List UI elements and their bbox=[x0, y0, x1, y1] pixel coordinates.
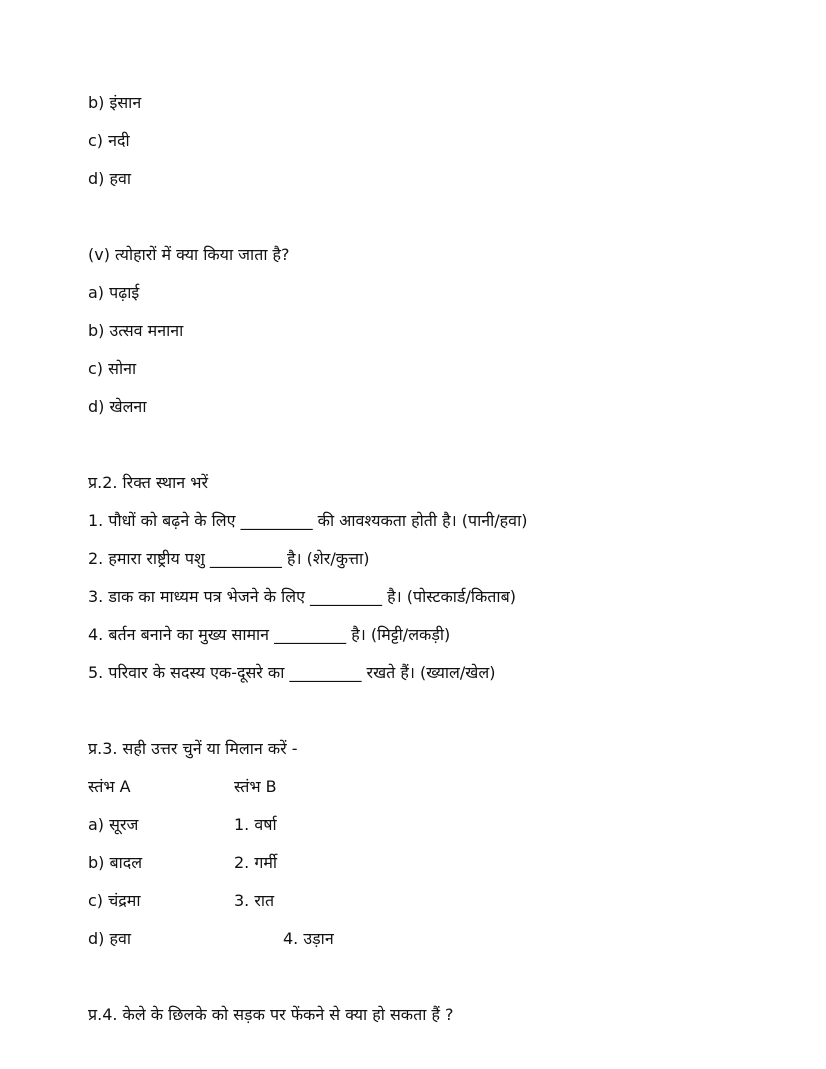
match-item-a: b) बादल bbox=[88, 853, 143, 872]
option-c bbox=[88, 359, 136, 379]
fill-blank-item: 1. पौधों को बढ़ने के लिए _________ की आवश्यकता होती है। (पानी/हवा) bbox=[88, 511, 528, 530]
option-letter: c) bbox=[88, 131, 104, 150]
fill-blank-item: 4. बर्तन बनाने का मुख्य सामान _________ है। (मिट्टी/लकड़ी) bbox=[88, 625, 451, 644]
option-letter: a) bbox=[88, 283, 105, 302]
option-b bbox=[88, 93, 141, 113]
option-letter: b) bbox=[88, 321, 105, 340]
option-b bbox=[88, 321, 183, 341]
q4-heading: प्र.4. केले के छिलके को सड़क पर फेंकने से क्या हो सकता हैं ? bbox=[88, 1005, 454, 1024]
option-d bbox=[88, 169, 131, 189]
option-a bbox=[88, 283, 139, 303]
match-item-b: 2. गर्मी bbox=[234, 853, 278, 872]
option-letter: d) bbox=[88, 397, 105, 416]
match-item-b: 3. रात bbox=[234, 891, 275, 910]
option-text: उत्सव मनाना bbox=[109, 321, 184, 340]
fill-blank-item: 5. परिवार के सदस्य एक-दूसरे का _________ रखते हैं। (ख्याल/खेल) bbox=[88, 663, 496, 682]
match-item-a: c) चंद्रमा bbox=[88, 891, 141, 910]
option-text: सोना bbox=[108, 359, 137, 378]
match-item-a: a) सूरज bbox=[88, 815, 139, 834]
fill-blank-item: 2. हमारा राष्ट्रीय पशु _________ है। (शेर/कुत्ता) bbox=[88, 549, 370, 568]
match-item-b: 1. वर्षा bbox=[234, 815, 277, 834]
match-item-b: 4. उड़ान bbox=[283, 929, 334, 948]
q2-heading: प्र.2. रिक्त स्थान भरें bbox=[88, 473, 209, 492]
option-letter: b) bbox=[88, 93, 105, 112]
option-letter: d) bbox=[88, 169, 105, 188]
question-v: (v) त्योहारों में क्या किया जाता है? bbox=[88, 245, 290, 264]
option-text: नदी bbox=[108, 131, 130, 150]
match-item-a: d) हवा bbox=[88, 929, 132, 948]
option-c bbox=[88, 131, 130, 151]
option-text: इंसान bbox=[109, 93, 142, 112]
option-text: पढ़ाई bbox=[109, 283, 140, 302]
column-b-header: स्तंभ B bbox=[234, 777, 277, 796]
option-d bbox=[88, 397, 146, 417]
column-a-header: स्तंभ A bbox=[88, 777, 131, 796]
q3-heading: प्र.3. सही उत्तर चुनें या मिलान करें - bbox=[88, 739, 298, 758]
option-text: हवा bbox=[109, 169, 132, 188]
option-letter: c) bbox=[88, 359, 104, 378]
fill-blank-item: 3. डाक का माध्यम पत्र भेजने के लिए _________ है। (पोस्टकार्ड/किताब) bbox=[88, 587, 516, 606]
option-text: खेलना bbox=[109, 397, 147, 416]
